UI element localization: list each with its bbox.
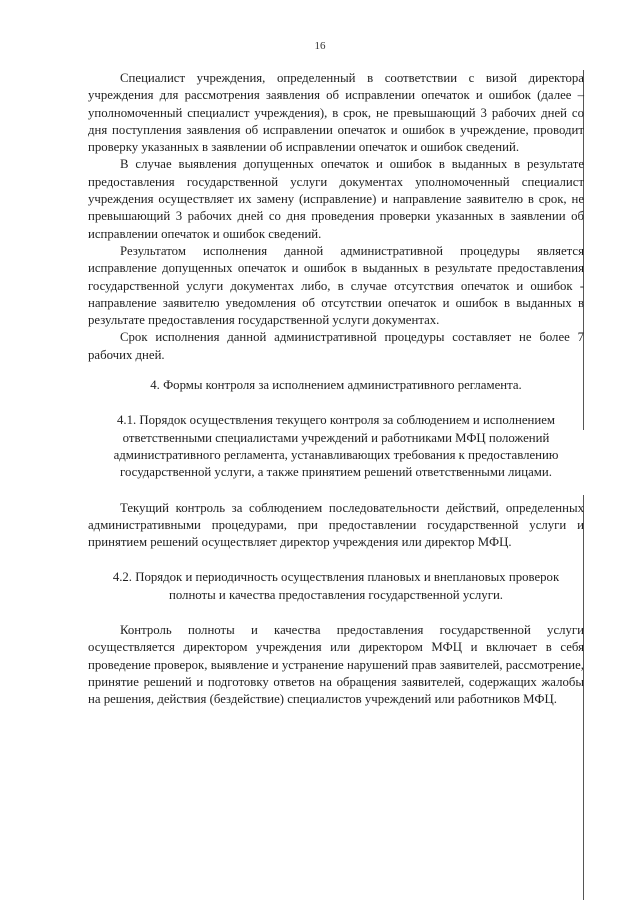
paragraph-specialist-check: Специалист учреждения, определенный в соответствии с визой директора учреждения для рассмотрения заявления об исправлении опечаток и ошибок (далее – уполномоченный специалист учреждения), в срок, не превышающий 3 рабочих дней со дня поступления заявления об исправлении опечаток и ошибок в учреждение, проводит проверку указанных в заявлении об исправлении опечаток и ошибок сведений.: [88, 71, 584, 155]
paragraph-quality-control: Контроль полноты и качества предоставления государственной услуги осуществляется директором учреждения или директором МФЦ и включает в себя проведение проверок, выявление и устранение нарушений прав заявителей, рассмотрение, принятие решений и подготовку ответов на обращения заявителей, содержащих жалобы на решения, действия (бездействие) специалистов учреждений или работников МФЦ.: [88, 623, 584, 707]
document-body: [88, 70, 584, 709]
paragraph-procedure-result: Результатом исполнения данной административной процедуры является исправление допущенных опечаток и ошибок в выданных в результате предоставления государственной услуги документах либо, в случае отсутствия опечаток и ошибок - направление заявителю уведомления об отсутствии опечаток и ошибок в выданных в результате предоставления государственной услуги документах.: [88, 243, 584, 328]
section-heading-4: 4. Формы контроля за исполнением административного регламента.: [150, 378, 522, 393]
subsection-heading-4-1: 4.1. Порядок осуществления текущего контроля за соблюдением и исполнением ответственными специалистами учреждений и работниками МФЦ положений административного регламента, устанавливающих требования к предоставлению государственной услуги, а также принятием решений ответственными лицами.: [113, 413, 559, 480]
paragraph-current-control: Текущий контроль за соблюдением последовательности действий, определенных административными процедурами, при предоставлении государственной услуги и принятием решений осуществляет директор учреждения или директор МФЦ.: [88, 500, 584, 550]
page-number: 16: [314, 40, 326, 52]
paragraph-procedure-term: Срок исполнения данной административной процедуры составляет не более 7 рабочих дней.: [88, 330, 584, 362]
subsection-heading-4-2: 4.2. Порядок и периодичность осуществления плановых и внеплановых проверок полноты и качества предоставления государственной услуги.: [112, 570, 560, 602]
paragraph-error-correction: В случае выявления допущенных опечаток и ошибок в выданных в результате предоставления государственной услуги документах уполномоченный специалист учреждения осуществляет их замену (исправление) и направление заявителю в срок, не превышающий 3 рабочих дней со дня проведения проверки указанных в заявлении об исправлении опечаток и ошибок сведений.: [88, 157, 584, 241]
